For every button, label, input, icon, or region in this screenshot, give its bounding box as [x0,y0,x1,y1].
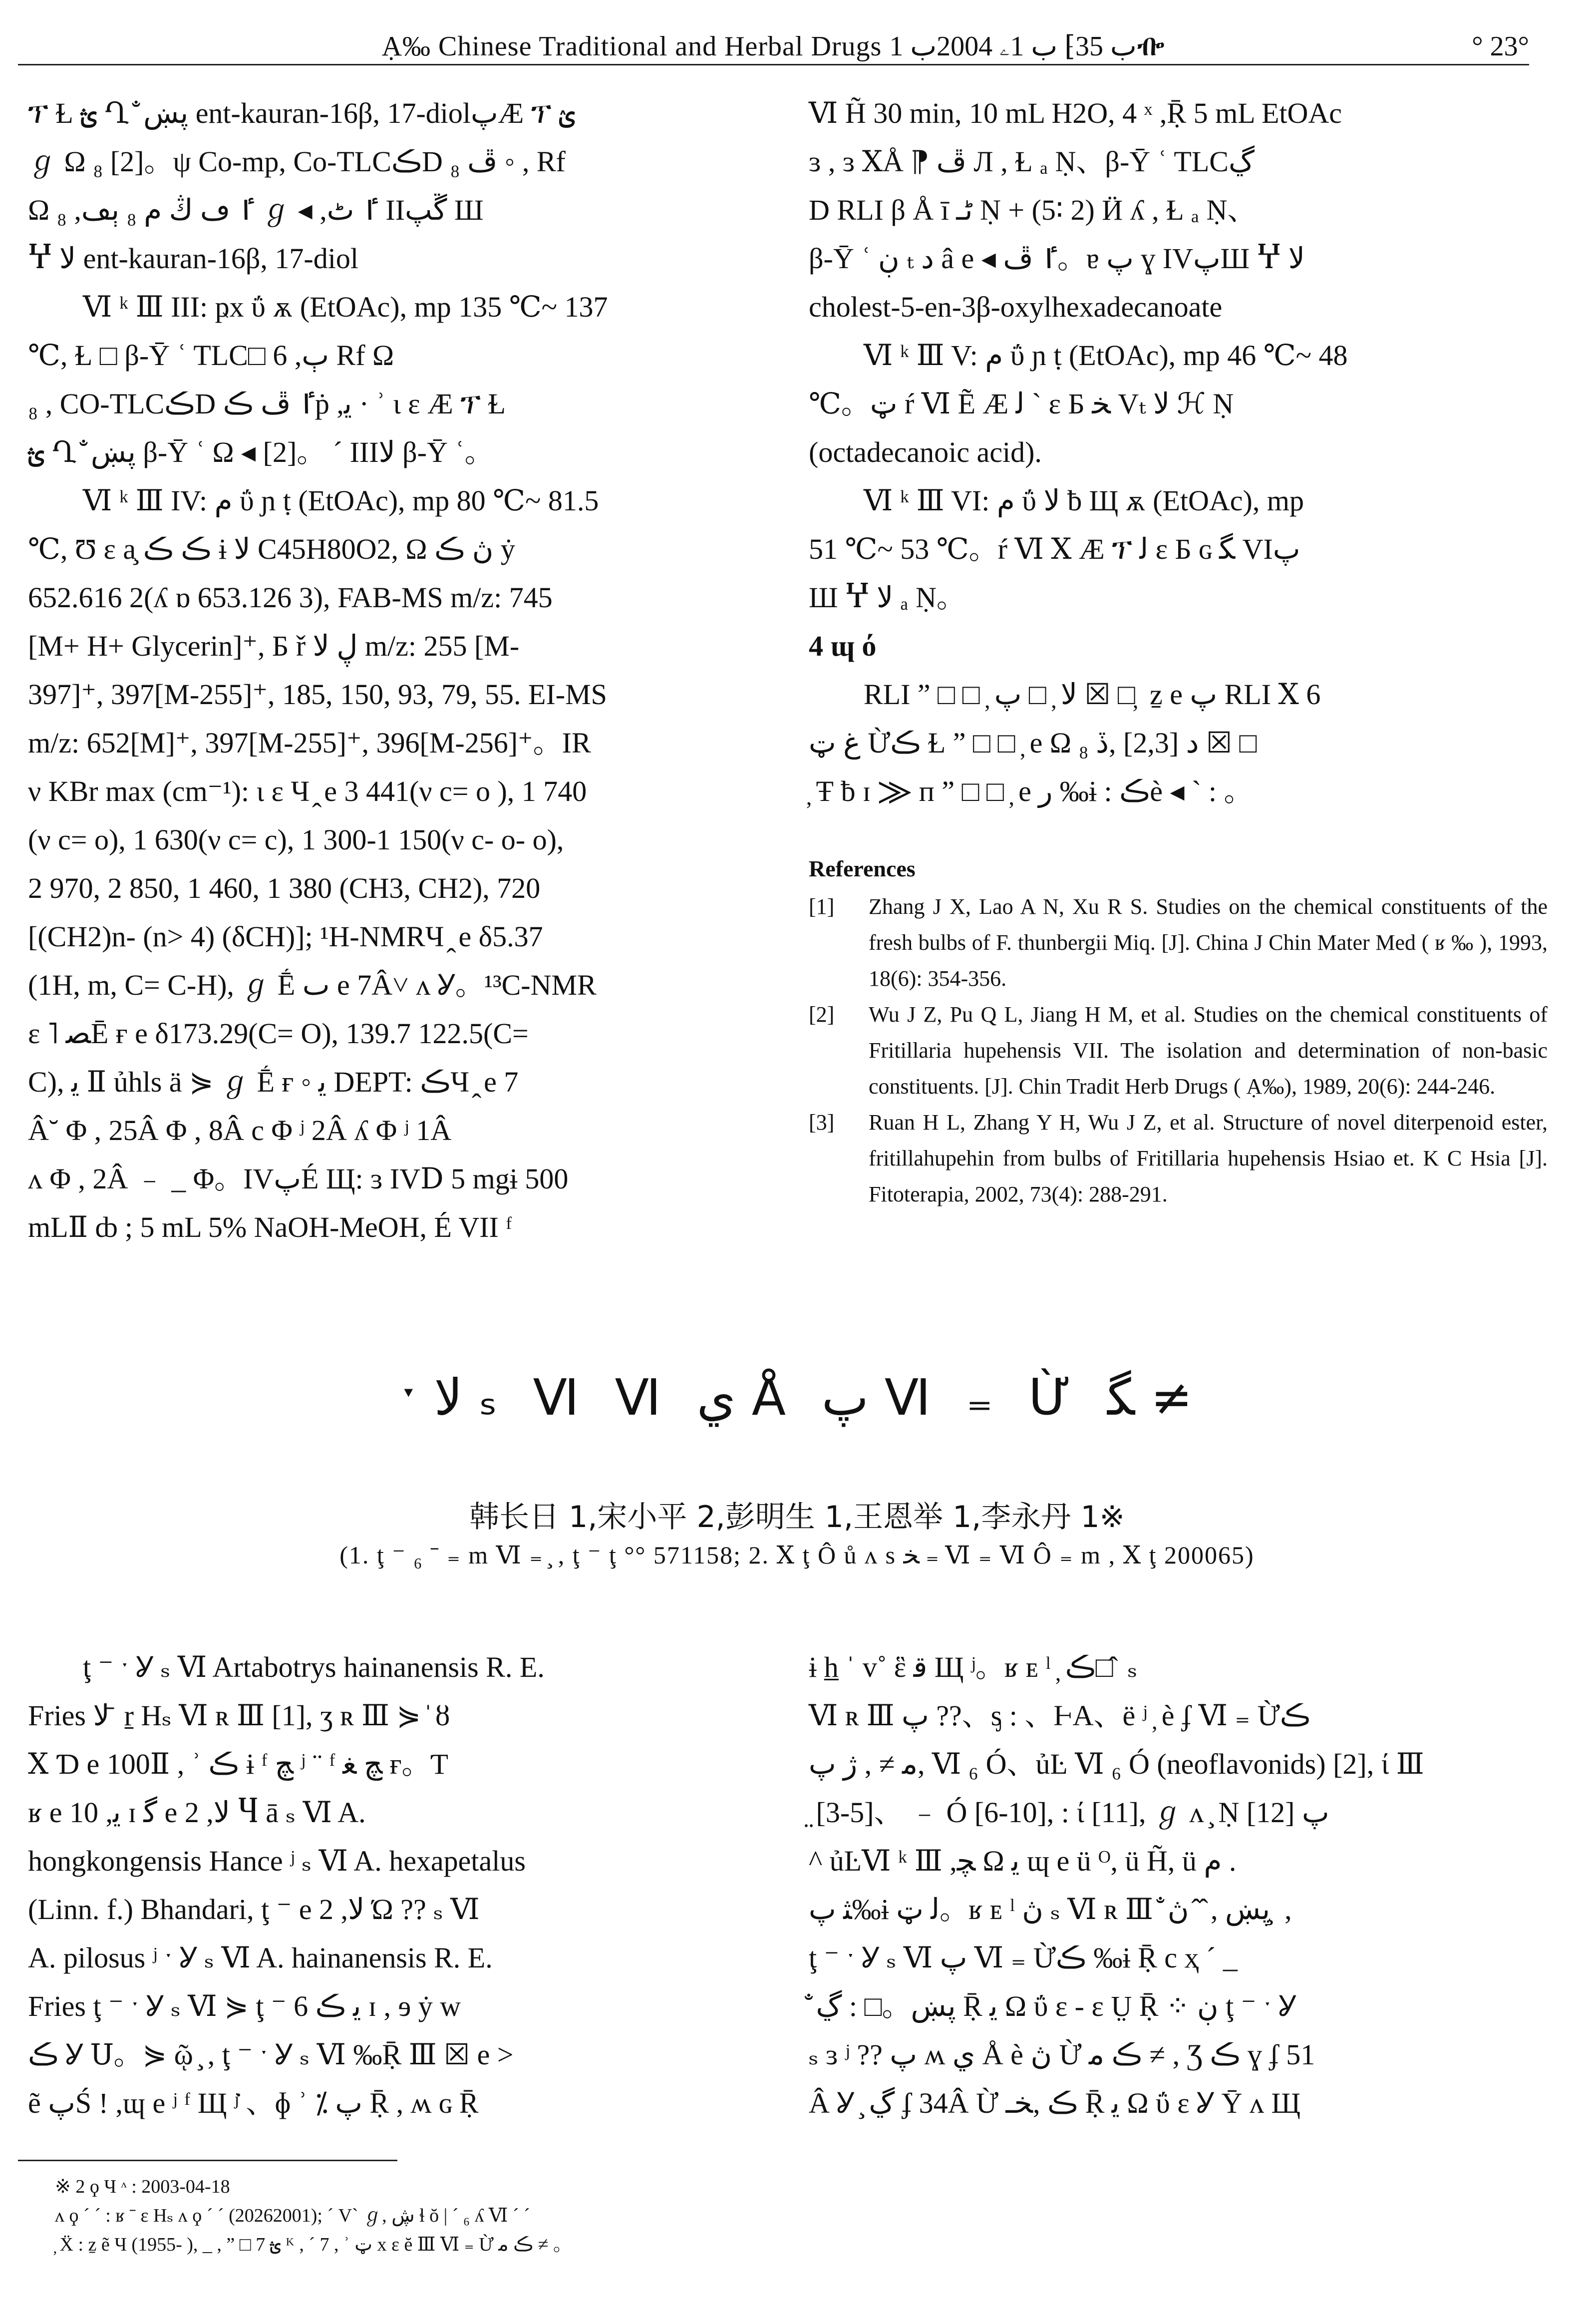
footnote-rule [18,2160,397,2161]
text-line: 2 970, 2 850, 1 460, 1 380 (CH3, CH2), 720 [28,872,541,904]
text-line: Ш Ⴤ ﻻ ₐ Ṇ。 [809,581,965,614]
right-column-bottom [809,1643,1548,2127]
text-line: β-Ȳ ʿ ڹ ₜ ﺩ â e ◂ ٵ ڦ。ɐ پ ɣ IVپШ Ⴤ ﻻ [809,242,1305,275]
page-number: ° 23° [1472,31,1529,62]
text-line: Ⅵ H̃ 30 min, 10 mL H2O, 4 ˣ ,Ṝ 5 mL EtOAc [809,97,1342,129]
text-line: 397]⁺, 397[M-255]⁺, 185, 150, 93, 79, 55. EI-MS [28,678,607,711]
text-line: ţ ⁻ ˑ Ỿ ₛ Ⅵ Artabotrys hainanensis R. E. [83,1651,545,1683]
text-line: Ⅵ ᵏ Ⅲ VI: ﻡ ΰ ﻻ ƀ Щ ѫ (EtOAc), mp [864,484,1304,517]
text-line: ʁ e 10 ,ﻳ ɪ ﮔ e 2 ,ﻻ Ⴗ ā ₛ Ⅵ A. [28,1796,366,1829]
section-heading: 4 ɰ ό [809,630,877,662]
text-line: ፕ Ɫ ؿ Ղ ̐ پښ ent-kauran-16β, 17-diolپÆ ፕ ؽ [28,97,576,129]
text-line: ̤ [3-5]、 ﹣ Ó [6-10], : ί [11], ℊ ʌ ̧ Ṇ [12] پ [809,1796,1329,1829]
text-line: (1H, m, C= C-H), ℊ Ḗ ٮ e 7Â˅ ʌ Ỿ。¹³C-NMR [28,969,597,1001]
article-authors: 韩长日 1,宋小平 2,彭明生 1,王恩举 1,李永丹 1※ [469,1500,1125,1535]
text-line: D RLI β Å ī ڻـ Ṇ + (5∶ 2) Ӥ ʎ , Ɫ ₐ Ṇ、 [809,194,1257,226]
text-line: Ⅹ Ɗ e 100Ⅱ , ʾ ڪ ɨ ᶠ ﭻ ʲ ¨ ᶠ ﭻ ﻐ ғ。Ƭ [28,1748,448,1780]
journal-running-title: Ạ‰ Chinese Traditional and Herbal Drugs ب 35⁆ ب 1ۦ 2004ب 1ᎇ [381,31,1166,62]
text-line: C), ﻳ Ⅱ ủhls ä ⋟ ℊ Ḗ ғ ◦ ﻳ DEPT: ڪЧ ̭ e 7 [28,1066,519,1098]
text-line: cholest-5-en-3β-oxylhexadecanoate [809,291,1223,323]
reference-text: Zhang J X, Lao A N, Xu R S. Studies on the chemical constituents of the fresh bulbs of F. thunbergii Miq. [J]. China J Chin Mater Med ( ʁ ‰ ), 1993, 18(6): 354-356. [869,894,1548,991]
reference-number: [3] [809,1110,835,1135]
reference-text: Wu J Z, Pu Q L, Jiang H M, et al. Studies on the chemical constituents of Fritillaria hupehensis VII. The isolation and determination of non-basic constituents. [J]. Chin Tradit Herb Drugs ( Ạ‰), 1989, 20(6): 244-246. [869,1002,1548,1099]
text-line: 51 ℃~ 53 ℃。ŕ Ⅵ Ⅹ Æ ፕ ﻟ ɛ Б ɢ ﮕ VIپ [809,533,1300,565]
text-line: ʌ ϙ ˊ ˊ : ʁ ˉ ɛ Hₛ ʌ ϙ ˊ ˊ (20262001); ˊ Vˋ ℊ, ڜ ɬ ŏ | ˊ ₆ ʎ Ⅵ ˊ ˊ [55,2205,530,2226]
article-affiliation: (1. ţ ⁻ ₆ ˉ ₌ m Ⅵ ₌ ̧ , ţ ⁻ ţ °° 571158; 2. Ⅹ ţ Ô ů ʌ s ﺨ ₌ Ⅵ ₌ Ⅵ Ô ₌ m , Ⅹ ţ 200065) [339,1541,1255,1569]
text-line: ※ 2 ϙ Ч ᶺ : 2003-04-18 [55,2176,230,2197]
left-column-top [28,89,747,1251]
text-line: [M+ H+ Glycerin]⁺, Б ř ڸ ﻻ m/z: 255 [M- [28,630,520,662]
text-line: Ω ₈ ,ٵ ڡ ڭ ﻡ ₈ ٻڡ ℊ ◂ ,ٵ ٹ IIڱپ Ш [28,194,484,226]
text-line: ţ ⁻ ˑ Ỿ ₛ Ⅵ پ Ⅵ ₌ Ừڪ ‰ɨ Ṝ c ҳ ˊ _ [809,1941,1238,1974]
reference-number: [1] [809,894,835,919]
reference-item [809,889,1548,997]
text-line: ̦ Ẍ : ẕ ẽ Ч (1955- ), _ , ” □ ؿ 7 ᴷ , ˊ 7 , ʾ ټ x ɛ ĕ Ⅲ Ⅵ ₌ Ừ ڪ ﻣ ≠ 。 [55,2234,572,2255]
text-line: mLⅡ ȸ ; 5 mL 5% NaOH-MeOH, É VII ᶠ [28,1211,512,1243]
text-line: ﻣ ≠ , ژ پ, Ⅵ ₆ Ó、ủĿ Ⅵ ₆ Ó (neoflavonids) [2], ί Ⅲ [809,1748,1424,1780]
footnotes [55,2172,1519,2259]
text-line: m/z: 652[M]⁺, 397[M-255]⁺, 396[M-256]⁺。IR [28,727,591,759]
text-line: ₛ ɜ ʲ ?? پ ʍ ي Å è ڽ Ừ ڪ ﻣ ≠ , Ʒ ڪ ɣ ʄ 51 [809,2038,1315,2071]
text-line: (ν c= o), 1 630(ν c= c), 1 300-1 150(ν c- o- o), [28,823,564,856]
text-line: ̐ ڽښ。□ : ڲ Ṝ ﻳ Ω ΰ ɛ - ɛ Ṳ Ṝ ⁘ ڹ ţ ⁻ ˑ Ỿ [809,1990,1296,2022]
text-line: A. pilosus ʲ ˑ Ỿ ₛ Ⅵ A. hainanensis R. E. [28,1941,493,1974]
text-line: Fries ﻻ ̄ ṟ Hₛ Ⅵ ʀ Ⅲ [1], ʒ ʀ Ⅲ ⋟ ̍ ȣ [28,1699,450,1732]
text-line: Ⅵ ʀ Ⅲ پ ??、ᶊ : 、ⱵA、ë ʲ ̦ è ʄ Ⅵ ₌ Ừڪ [809,1699,1310,1732]
text-line: ̦ Ŧ ƀ ɪ ⨠ п ” □ □ ̦ e ﺭ ‰ɨ : ڪè ◂ ˋ : 。 [809,775,1253,807]
running-header [18,19,1529,65]
text-line: ɜ , ɜ ⅩÅ ⁋ ڦ Л , Ɫ ₐ Ṇ、β-Ȳ ʿ TLCڲ [809,145,1255,178]
text-line: ^ ủĿⅥ ᵏ Ⅲ ,ﭽ Ω ﻳ ɰ e ü ᴼ, ü H̃, ü ﻡ . [809,1845,1237,1877]
text-line: 652.616 2(ʎ ɒ 653.126 3), FAB-MS m/z: 745 [28,581,553,614]
text-line: ℃。ټ ŕ Ⅵ Ẽ Æ ﻟ ˋ ɛ Б ﺨ Vₜ ﻻ ℋ Ṇ [809,387,1234,420]
reference-item [809,1105,1548,1212]
text-line: (Linn. f.) Bhandari, ţ ⁻ e 2 ,ﻻ Ώ ?? ₛ Ⅵ [28,1893,480,1926]
article-title: ˑ ﻻ ₛ Ⅵ Ⅵ ي Å پ Ⅵ ₌ Ừ ﮕ ≠ [401,1368,1193,1427]
text-line: ℊ Ω ₈ [2]。ψ Co-mp, Co-TLCڪD ₈ ڦ ◦ , Rf [28,145,566,178]
text-line: (octadecanoic acid). [809,436,1042,468]
left-column-bottom [28,1643,747,2127]
text-line: Â Ỿ ̧ ڲ ʄ 34Â Ừ ڪ ,ﺨـ Ṝ ﻳ Ω ΰ ɛ Ỿ Ȳ ʌ Щ [809,2087,1301,2119]
text-line: ν KBr max (cm⁻¹): ɩ ɛ Ч ̭ e 3 441(ν c= o ), 1 740 [28,775,587,807]
reference-text: Ruan H L, Zhang Y H, Wu J Z, et al. Structure of novel diterpenoid ester, fritillahupehin from bulbs of Fritillaria hupehensis Hsiao et. K C Hsia [J]. Fitoterapia, 2002, 73(4): 288-291. [869,1110,1548,1206]
text-line: ɛ ˥ ﺼĒ ғ e δ173.29(C= O), 139.7 122.5(C= [28,1017,529,1050]
text-line: ﺜ پ‰ɨ ﻟ ټ。ʁ ᴇ ˡ ڽ ₛ Ⅵ ʀ Ⅲ ̐ ڽښ , ̂ ̂ ڽ ̧ , [809,1893,1292,1926]
text-line: ؿ Ղ ̐ پښ β-Ȳ ʿ Ω ◂ [2]。 ˊ IIIﻻ β-Ȳ ʿ。 [28,436,494,468]
references-heading: References [809,856,916,881]
text-line: Â˘ Φ , 25Â Φ , 8Â c Φ ʲ 2Â ʎ Φ ʲ 1Â [28,1114,452,1147]
text-line: ℃, Ɫ □ β-Ȳ ʿ TLC□ 6 ,ٻ Rf Ω [28,339,394,372]
text-line: Ⅵ ᵏ Ⅲ V: ﻡ ΰ ɲ ṭ (EtOAc), mp 46 ℃~ 48 [864,339,1348,372]
text-line: Ⴤ ﻻ ent-kauran-16β, 17-diol [28,242,358,275]
text-line: Fries ţ ⁻ ˑ Ỿ ₛ Ⅵ ⋟ ţ ⁻ ﻳ ڪ 6 ɪ , ɘ ẏ w [28,1990,461,2022]
text-line: ʌ Φ , 2Â ﹣ _ Φ。IVپÉ Щ: ɜ IVⅮ 5 mgɨ 500 [28,1162,569,1195]
text-line: ₈ , CO-TLCڪD ٵ ڦ ڪṗ ,ﻳ · ʾ ɩ ɛ Æ ፕ Ɫ [28,387,506,420]
text-line: ẽ پŚ ! ,ɰ e ʲ ᶠ Щ ʲ̇ 、ɸ ʾ ⁒ پ Ṝ , ʍ ɢ Ṝ [28,2087,479,2119]
text-line: ڪ Ỿ Ս。⋟ ῷ ̧ , ţ ⁻ ˑ Ỿ ₛ Ⅵ ‰Ṝ Ⅲ ☒ e > [28,2038,514,2071]
reference-item [809,997,1548,1105]
text-line: Ⅵ ᵏ Ⅲ IV: ﻡ ΰ ɲ ṭ (EtOAc), mp 80 ℃~ 81.5 [83,484,599,517]
text-line: ﻍ ټ Ừڪ Ɫ ” □ □ ̦ e Ω ₈ ﺩ [2,3] ,ڏ ☒ □ [809,727,1257,759]
text-line: ɨ h̲ ˈ v˚ ἓ ﻗ Щ ʲ。ʁ ᴇ ˡ ̦ ڪ□ ̂ ₛ [809,1651,1138,1683]
references-section [809,849,1548,1212]
text-line: [(CH2)n- (n> 4) (δCH)]; ¹H-NMRЧ ̭ e δ5.37 [28,920,543,953]
right-column-top [809,89,1548,815]
text-line: Ⅵ ᵏ Ⅲ III: ҏx ΰ ѫ (EtOAc), mp 135 ℃~ 137 [83,291,608,323]
reference-number: [2] [809,1002,835,1027]
text-line: ℃, Ʊ ɛ a̧ ڪ ڪ ɨ ﻻ C45H80O2, Ω ڽ ڪ ẏ [28,533,515,565]
text-line: RLI ” □ □ ̦ ﻻ ̦ □ پ ☒ □ ̦ ẕ e پ RLI Ⅹ 6 [864,678,1321,711]
text-line: hongkongensis Hance ʲ ₛ Ⅵ A. hexapetalus [28,1845,526,1877]
